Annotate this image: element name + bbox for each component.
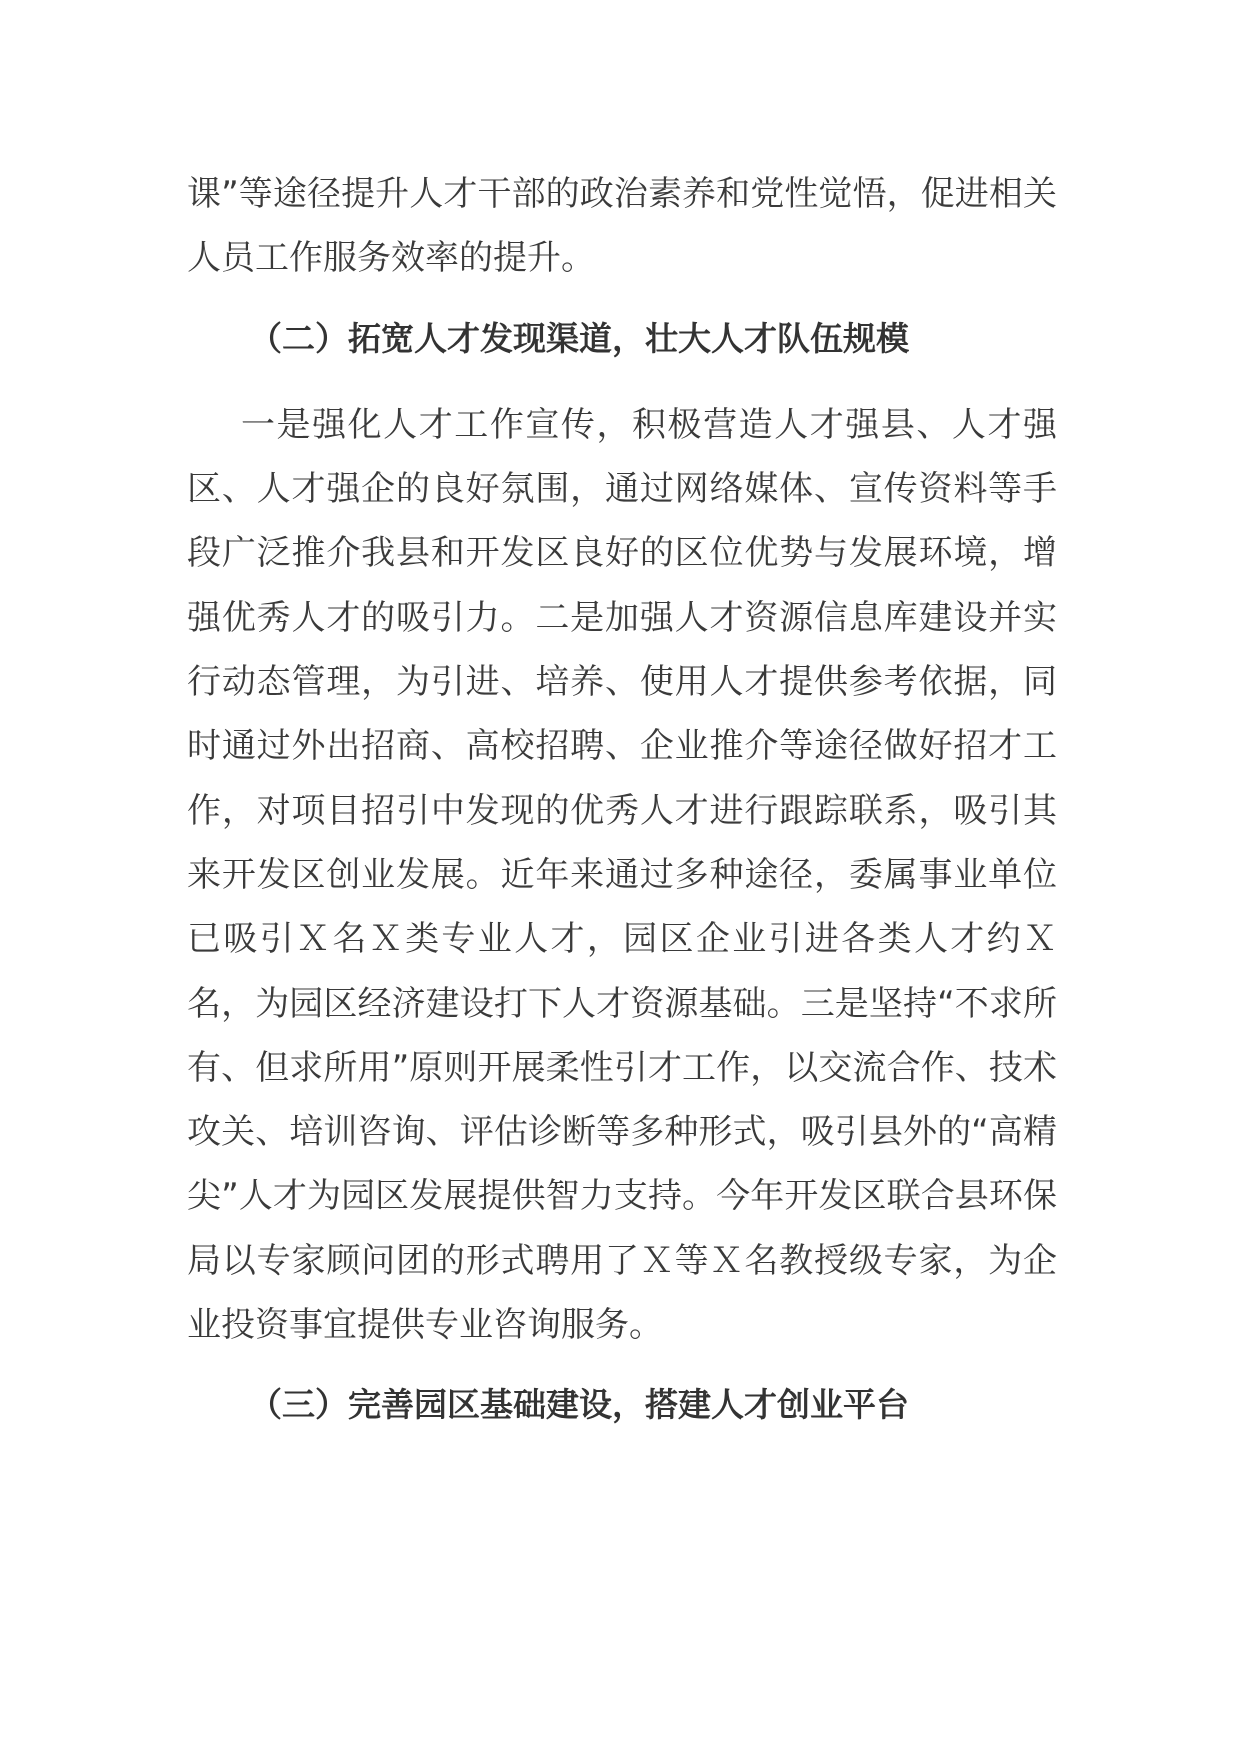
section-heading-2: （二）拓宽人才发现渠道，壮大人才队伍规模 <box>249 318 909 358</box>
section-heading-3: （三）完善园区基础建设，搭建人才创业平台 <box>249 1385 909 1425</box>
body-paragraph-continued: 课”等途径提升人才干部的政治素养和党性觉悟，促进相关人员工作服务效率的提升。 <box>187 174 1057 279</box>
body-paragraph-talent-discovery: 一是强化人才工作宣传，积极营造人才强县、人才强区、人才强企的良好氛围，通过网络媒体、宣传资料等手段广泛推介我县和开发区良好的区位优势与发展环境，增强优秀人才的吸引力。二是加强人才资源信息库建设并实行动态管理，为引进、培养、使用人才提供参考依据，同时通过外出招商、高校招聘、企业推介等途径做好招才工作，对项目招引中发现的优秀人才进行跟踪联系，吸引其来开发区创业发展。近年来通过多种途径，委属事业单位已吸引Ｘ名Ｘ类专业人才，园区企业引进各类人才约Ｘ名，为园区经济建设打下人才资源基础。三是坚持“不求所有、但求所用”原则开展柔性引才工作，以交流合作、技术攻关、培训咨询、评估诊断等多种形式，吸引县外的“高精尖”人才为园区发展提供智力支持。今年开发区联合县环保局以专家顾问团的形式聘用了Ｘ等Ｘ名教授级专家，为企业投资事宜提供专业咨询服务。 <box>187 404 1057 1346</box>
document-body <box>187 162 1057 1438</box>
